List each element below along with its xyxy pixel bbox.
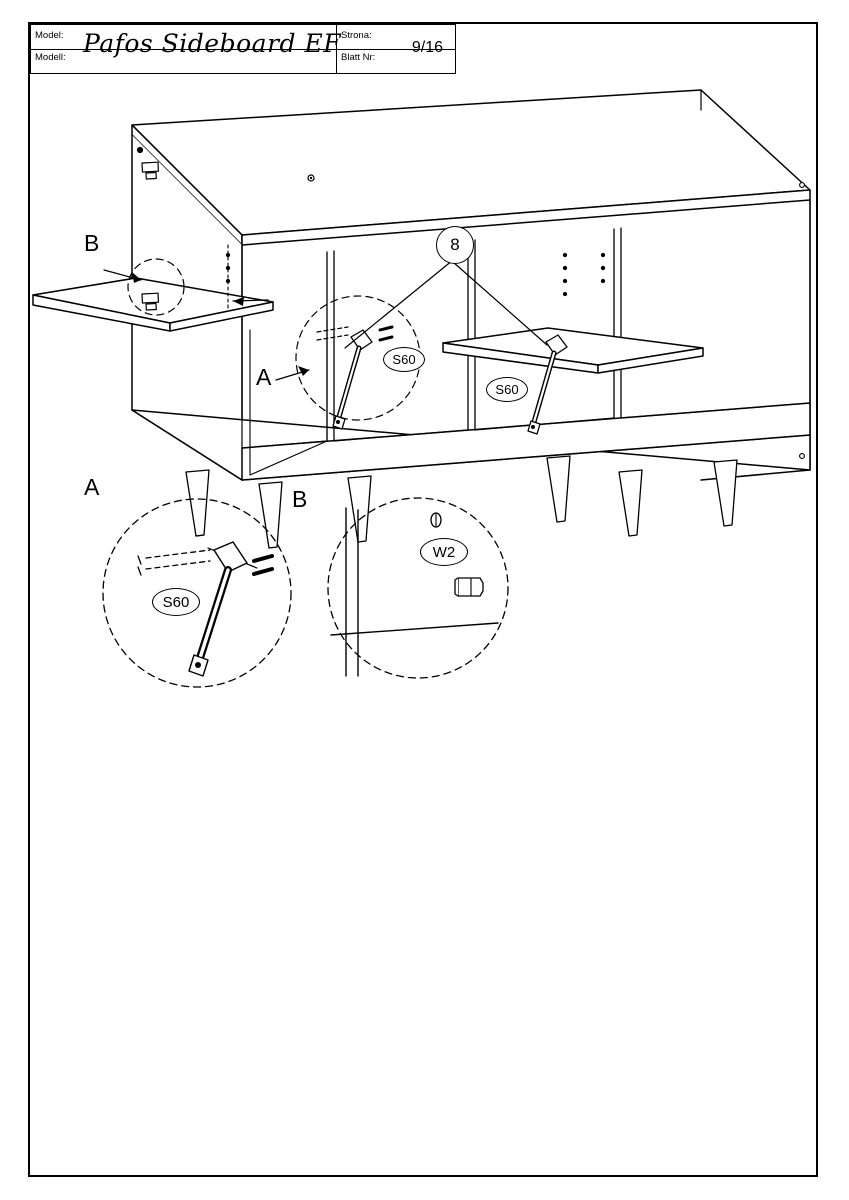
title-block-model-cell (31, 25, 342, 73)
title-block-page-cell (337, 25, 455, 73)
label-detail-a-main: A (256, 364, 272, 390)
label-model-de: Modell: (35, 52, 66, 63)
label-detail-b-main: B (84, 230, 100, 256)
part-tag-w2-detail-b: W2 (420, 538, 468, 566)
model-name: Pafos Sideboard EF (83, 29, 342, 58)
label-page-de: Blatt Nr: (341, 52, 376, 63)
label-detail-b-title: B (292, 486, 308, 512)
part-tag-s60-detail-a: S60 (152, 588, 200, 616)
callout-step-number: 8 (436, 226, 474, 264)
title-block (30, 24, 456, 74)
page-number: 9/16 (411, 39, 443, 56)
part-tag-s60-right: S60 (486, 377, 528, 402)
label-detail-a-title: A (84, 474, 100, 500)
label-page-pl: Strona: (341, 30, 372, 41)
label-model-pl: Model: (35, 30, 64, 41)
drawing-area (28, 80, 818, 700)
sideboard-assembly-illustration (28, 80, 818, 700)
part-tag-s60-center: S60 (383, 347, 425, 372)
